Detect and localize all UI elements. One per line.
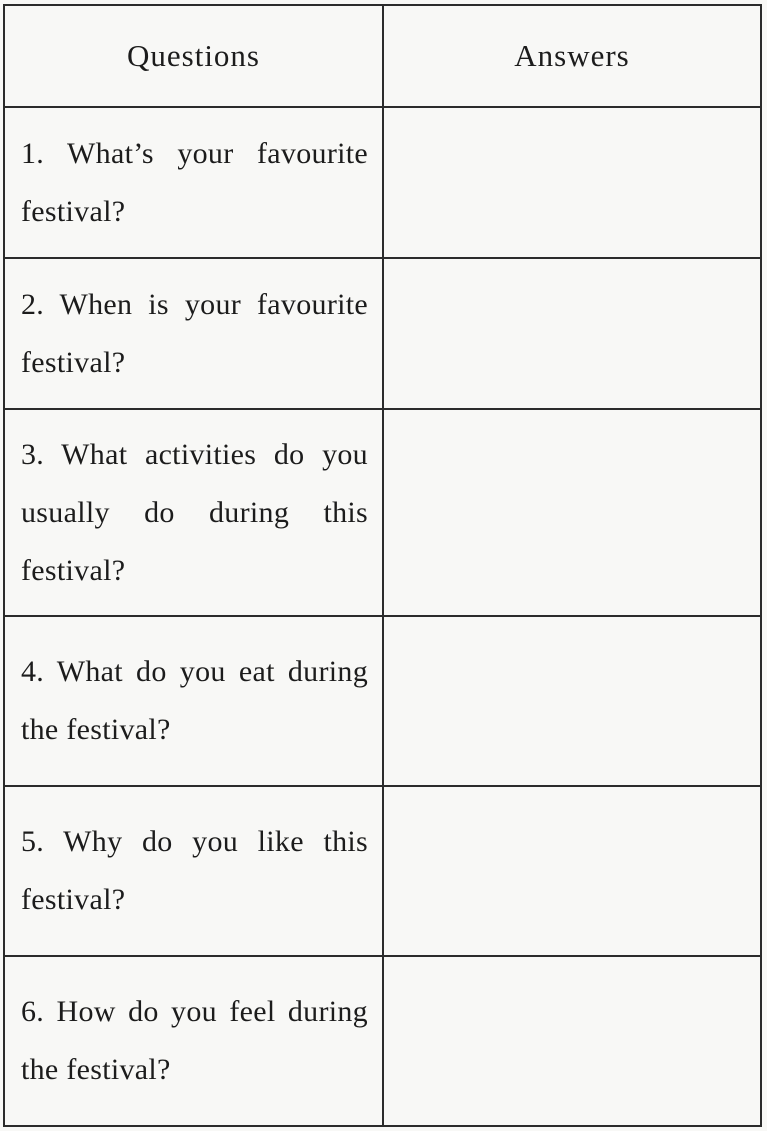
question-cell-3: 3. What activities do you usually do during this festival? — [4, 409, 383, 616]
questions-answers-table — [3, 4, 762, 1127]
table-row — [4, 616, 761, 786]
table-header-row — [4, 5, 761, 107]
question-cell-5: 5. Why do you like this festival? — [4, 786, 383, 956]
table-row — [4, 786, 761, 956]
answer-cell-4[interactable] — [383, 616, 761, 786]
question-cell-1: 1. What’s your favourite festival? — [4, 107, 383, 258]
question-cell-2: 2. When is your favourite festival? — [4, 258, 383, 409]
questions-header: Questions — [4, 5, 383, 107]
answer-cell-3[interactable] — [383, 409, 761, 616]
table-row — [4, 956, 761, 1126]
table-row — [4, 258, 761, 409]
question-cell-4: 4. What do you eat during the festival? — [4, 616, 383, 786]
question-cell-6: 6. How do you feel during the festival? — [4, 956, 383, 1126]
answer-cell-2[interactable] — [383, 258, 761, 409]
answers-header: Answers — [383, 5, 761, 107]
answer-cell-1[interactable] — [383, 107, 761, 258]
answer-cell-6[interactable] — [383, 956, 761, 1126]
table-row — [4, 409, 761, 616]
answer-cell-5[interactable] — [383, 786, 761, 956]
table-row — [4, 107, 761, 258]
